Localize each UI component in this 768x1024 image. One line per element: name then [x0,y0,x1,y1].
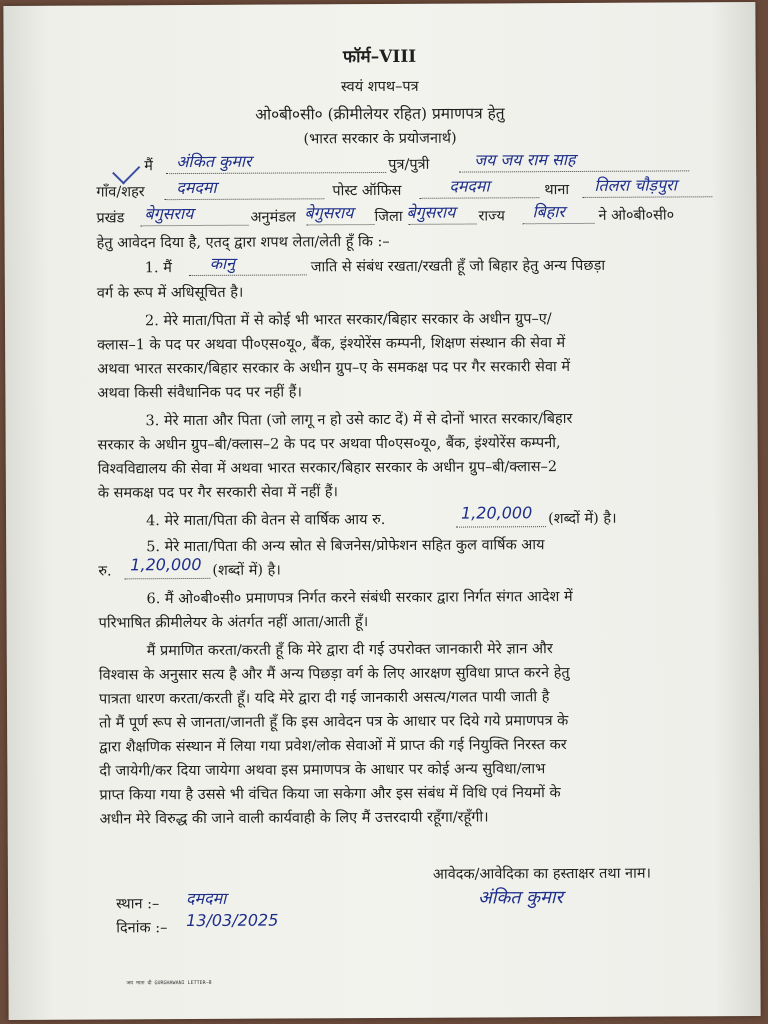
caste: कानु [209,253,236,273]
form-number: फॉर्म–VIII [342,46,417,68]
label-main: मैं [144,158,153,175]
para7-line: द्वारा शैक्षणिक संस्थान में लिया गया प्रवेश/लोक सेवाओं में प्राप्त की गई नियुक्ति निरस्त कर [99,737,567,756]
form-purpose: ओ०बी०सी० (क्रीमीलेयर रहित) प्रमाणपत्र हेतु [255,104,505,124]
printer-imprint: जय माता दी GURGHAWANI LETTER–8 [126,979,212,987]
para7-line: अधीन मेरे विरुद्ध की जाने वाली कार्यवाही के लिए मैं उत्तरदायी रहूँगा/रहूँगी। [99,809,489,828]
block: बेगुसराय [144,203,194,224]
label-district: जिला [374,208,403,226]
para1-start: 1. मैं [144,260,172,277]
para7-line: प्राप्त किया गया है उससे भी वंचित किया जा सकेगा और इस संबंध में विधि एवं नियमों के [99,785,561,804]
state: बिहार [532,202,565,222]
label-post-office: पोस्ट ऑफिस [332,182,402,200]
label-village: गाँव/शहर [96,184,145,201]
para1-mid: जाति से संबंध रखता/रखती हूँ जो बिहार हेतु अन्य पिछड़ा [310,257,606,276]
applicant-name: अंकित कुमार [176,151,252,172]
para3-line: के समकक्ष पद पर गैर सरकारी सेवा में नहीं हैं। [97,484,339,502]
para7-line: दी जायेगी/कर दिया जायेगा अथवा इस प्रमाणपत्र के आधार पर कोई अन्य सुविधा/लाभ [99,761,546,780]
para4-end: (शब्दों में) है। [548,510,617,528]
para3-line: 3. मेरे माता और पिता (जो लागू न हो उसे काट दें) में से दोनों भारत सरकार/बिहार [145,411,573,430]
label-subdivision: अनुमंडल [250,209,296,226]
para5-rs: रु. [98,563,112,580]
village: दमदमा [176,177,217,198]
para2-line: अथवा भारत सरकार/बिहार सरकार के अधीन ग्रुप–ए के समकक्ष पद पर गैर सरकारी सेवा में [97,359,571,378]
thana: तिलरा चौड़पुरा [594,175,677,195]
place-label: स्थान :– [116,896,160,913]
para7-line: विश्वास के अनुसार सत्य है और मैं अन्य पिछड़ा वर्ग के लिए आरक्षण सुविधा प्राप्त करने हेतु [98,665,570,684]
date: 13/03/2025 [186,910,279,931]
label-state: राज्य [478,208,505,225]
para5-end: (शब्दों में) है। [212,562,281,579]
para4-start: 4. मेरे माता/पिता की वेतन से वार्षिक आय रु. [146,511,386,530]
date-label: दिनांक :– [116,920,168,937]
total-income: 1,20,000 [130,554,202,575]
oath-intro: हेतु आवेदन दिया है, एतद् द्वारा शपथ लेता/लेती हूँ कि :– [96,233,390,252]
label-block: प्रखंड [96,210,125,227]
para3-line: विश्वविद्यालय की सेवा में अथवा भारत सरकार/बिहार सरकार के अधीन ग्रुप–बी/क्लास–2 [97,459,558,478]
salary-income: 1,20,000 [460,503,533,523]
form-subtitle: स्वयं शपथ–पत्र [340,78,419,96]
label-thana: थाना [544,182,570,199]
post-office: दमदमा [449,176,490,196]
subdivision: बेगुसराय [304,203,354,223]
applicant-signature: अंकित कुमार [477,887,563,909]
para3-line: सरकार के अधीन ग्रुप–बी/क्लास–2 के पद पर अथवा पी०एस०यू०, बैंक, इंश्योरेंस कम्पनी, [97,435,561,454]
caste-field-line [189,256,307,276]
para7-line: तो मैं पूर्ण रूप से जानता/जानती हूँ कि इस आवेदन पत्र के आधार पर दिये गये प्रमाणपत्र के [99,713,569,732]
label-obc: ने ओ०बी०सी० [598,207,675,224]
district: बेगुसराय [406,202,456,222]
para1-end: वर्ग के रूप में अधिसूचित है। [96,284,244,302]
para2-line: क्लास–1 के पद पर अथवा पी०एस०यू०, बैंक, इंश्योरेंस कम्पनी, शिक्षण संस्थान की सेवा में [97,335,566,354]
father-name: जय जय राम साह [474,149,576,170]
place: दमदमा [185,888,227,909]
para7-line: पात्रता धारण करता/करती हूँ। यदि मेरे द्वारा दी गई जानकारी असत्य/गलत पायी जाती है [98,689,550,708]
para7-line: मैं प्रमाणित करता/करती हूँ कि मेरे द्वारा दी गई उपरोक्त जानकारी मेरे ज्ञान और [146,641,553,660]
para6-line: 6. मैं ओ०बी०सी० प्रमाणपत्र निर्गत करने संबंधी सरकार द्वारा निर्गत संगत आदेश में [146,589,573,608]
para5-line: 5. मेरे माता/पिता की अन्य स्रोत से बिजनेस/प्रोफेशन सहित कुल वार्षिक आय [146,537,545,556]
label-son-daughter: पुत्र/पुत्री [388,156,430,173]
checkmark-icon [112,156,140,184]
para6-line: परिभाषित क्रीमीलेयर के अंतर्गत नहीं आता/आती हूँ। [98,614,369,632]
signature-label: आवेदक/आवेदिका का हस्ताक्षर तथा नाम। [432,865,652,883]
para2-line: 2. मेरे माता/पिता में से कोई भी भारत सरकार/बिहार सरकार के अधीन ग्रुप–ए/ [144,311,552,330]
para2-line: अथवा किसी संवैधानिक पद पर नहीं हैं। [97,384,302,402]
form-govt: (भारत सरकार के प्रयोजनार्थ) [303,130,457,148]
affidavit-page [3,2,760,1020]
